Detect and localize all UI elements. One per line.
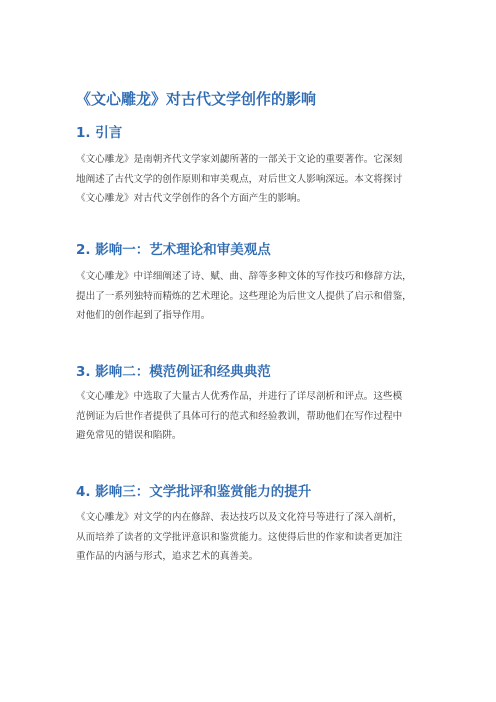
paragraph-line: 《文心雕龙》对古代文学创作的各个方面产生的影响。 (76, 193, 307, 204)
section-paragraph-influence-three (76, 508, 436, 567)
paragraph-line: 范例证为后世作者提供了具体可行的范式和经验教训，帮助他们在写作过程中 (76, 410, 403, 422)
paragraph-line: 《文心雕龙》中选取了大量古人优秀作品，并进行了详尽剖析和评点。这些模 (76, 391, 403, 402)
document-title: 《文心雕龙》对古代文学创作的影响 (76, 90, 317, 108)
paragraph-line: 《文心雕龙》中详细阐述了诗、赋、曲、辞等多种文体的写作技巧和修辞方法， (76, 271, 412, 282)
paragraph-line: 提出了一系列独特而精炼的艺术理论。这些理论为后世文人提供了启示和借鉴， (76, 290, 412, 302)
section-heading-influence-two: 3. 影响二：模范例证和经典典范 (76, 364, 271, 380)
paragraph-line: 《文心雕龙》对文学的内在修辞、表达技巧以及文化符号等进行了深入剖析， (76, 512, 403, 523)
section-paragraph-influence-one (76, 267, 436, 326)
paragraph-line: 重作品的内涵与形式，追求艺术的真善美。 (76, 551, 259, 562)
paragraph-line: 对他们的创作起到了指导作用。 (76, 310, 211, 321)
paragraph-line: 《文心雕龙》是南朝齐代文学家刘勰所著的一部关于文论的重要著作。它深刻 (76, 154, 403, 165)
section-heading-introduction: 1. 引言 (76, 125, 123, 141)
section-paragraph-influence-two (76, 387, 436, 446)
section-heading-influence-one: 2. 影响一：艺术理论和审美观点 (76, 242, 271, 258)
paragraph-line: 从而培养了读者的文学批评意识和鉴赏能力。这使得后世的作家和读者更加注 (76, 531, 403, 543)
section-paragraph-introduction (76, 150, 436, 209)
paragraph-line: 避免常见的错误和陷阱。 (76, 430, 182, 441)
section-heading-influence-three: 4. 影响三：文学批评和鉴赏能力的提升 (76, 484, 312, 500)
paragraph-line: 地阐述了古代文学的创作原则和审美观点，对后世文人影响深远。本文将探讨 (76, 173, 403, 185)
